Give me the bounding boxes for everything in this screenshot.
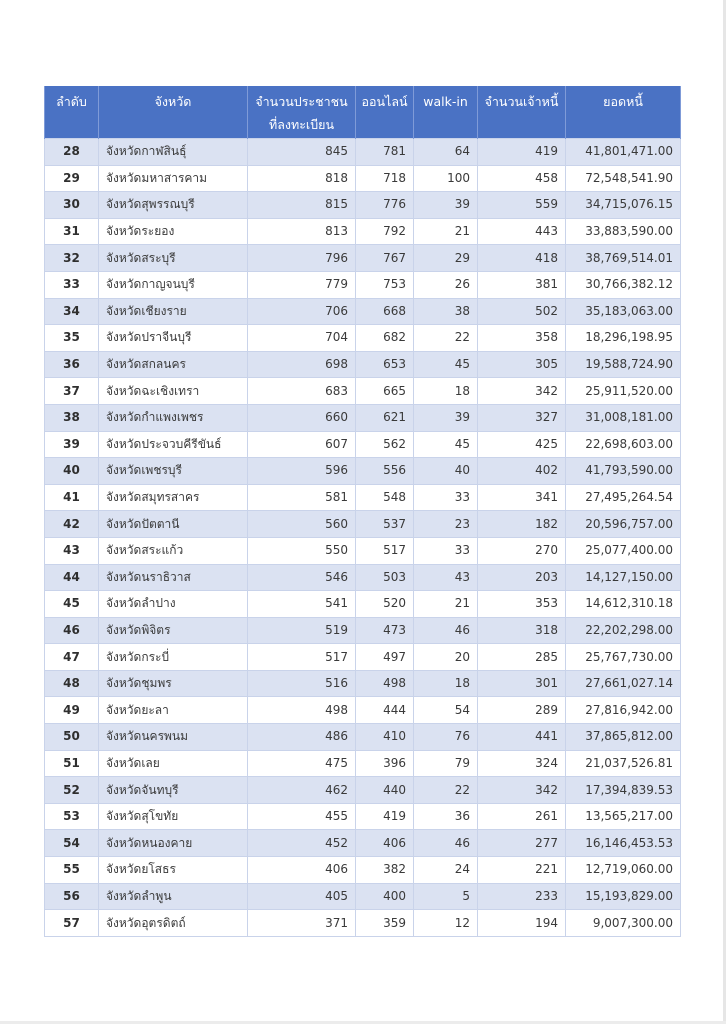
province-cell: จังหวัดอุตรดิตถ์	[99, 910, 248, 937]
debt-cell: 9,007,300.00	[566, 910, 681, 937]
registered-cell: 455	[248, 803, 356, 830]
registered-cell: 813	[248, 218, 356, 245]
table-row	[45, 617, 681, 644]
registered-cell: 475	[248, 750, 356, 777]
creditors-cell: 221	[478, 857, 566, 884]
creditors-cell: 285	[478, 644, 566, 671]
creditors-cell: 203	[478, 564, 566, 591]
rank-cell: 34	[45, 298, 99, 325]
walkin-cell: 20	[414, 644, 478, 671]
province-cell: จังหวัดลำปาง	[99, 591, 248, 618]
table-row	[45, 803, 681, 830]
registered-cell: 796	[248, 245, 356, 272]
online-cell: 556	[356, 458, 414, 485]
creditors-cell: 419	[478, 139, 566, 166]
creditors-cell: 270	[478, 537, 566, 564]
header-rank: ลำดับ	[45, 86, 99, 139]
province-cell: จังหวัดสระแก้ว	[99, 537, 248, 564]
creditors-cell: 342	[478, 378, 566, 405]
province-cell: จังหวัดชุมพร	[99, 670, 248, 697]
online-cell: 410	[356, 724, 414, 751]
table-row	[45, 378, 681, 405]
creditors-cell: 443	[478, 218, 566, 245]
online-cell: 562	[356, 431, 414, 458]
province-cell: จังหวัดยะลา	[99, 697, 248, 724]
rank-cell: 38	[45, 404, 99, 431]
rank-cell: 31	[45, 218, 99, 245]
walkin-cell: 46	[414, 830, 478, 857]
debt-cell: 14,127,150.00	[566, 564, 681, 591]
creditors-cell: 502	[478, 298, 566, 325]
registered-cell: 519	[248, 617, 356, 644]
table-row	[45, 883, 681, 910]
registered-cell: 546	[248, 564, 356, 591]
rank-cell: 52	[45, 777, 99, 804]
debt-cell: 27,661,027.14	[566, 670, 681, 697]
table-row	[45, 511, 681, 538]
registered-cell: 550	[248, 537, 356, 564]
debt-cell: 15,193,829.00	[566, 883, 681, 910]
walkin-cell: 39	[414, 404, 478, 431]
debt-cell: 27,495,264.54	[566, 484, 681, 511]
creditors-cell: 358	[478, 325, 566, 352]
rank-cell: 28	[45, 139, 99, 166]
header-creditors: จำนวนเจ้าหนี้	[478, 86, 566, 139]
creditors-cell: 381	[478, 271, 566, 298]
walkin-cell: 64	[414, 139, 478, 166]
rank-cell: 50	[45, 724, 99, 751]
rank-cell: 42	[45, 511, 99, 538]
online-cell: 396	[356, 750, 414, 777]
rank-cell: 36	[45, 351, 99, 378]
table-row	[45, 670, 681, 697]
province-cell: จังหวัดกระบี่	[99, 644, 248, 671]
debt-cell: 20,596,757.00	[566, 511, 681, 538]
registered-cell: 371	[248, 910, 356, 937]
rank-cell: 53	[45, 803, 99, 830]
province-cell: จังหวัดหนองคาย	[99, 830, 248, 857]
table-row	[45, 271, 681, 298]
table-row	[45, 139, 681, 166]
walkin-cell: 100	[414, 165, 478, 192]
registered-cell: 406	[248, 857, 356, 884]
walkin-cell: 24	[414, 857, 478, 884]
registered-cell: 779	[248, 271, 356, 298]
registered-cell: 698	[248, 351, 356, 378]
walkin-cell: 45	[414, 351, 478, 378]
registered-cell: 845	[248, 139, 356, 166]
province-cell: จังหวัดสมุทรสาคร	[99, 484, 248, 511]
online-cell: 665	[356, 378, 414, 405]
creditors-cell: 305	[478, 351, 566, 378]
rank-cell: 35	[45, 325, 99, 352]
table-row	[45, 910, 681, 937]
debt-cell: 25,077,400.00	[566, 537, 681, 564]
walkin-cell: 18	[414, 378, 478, 405]
table-row	[45, 458, 681, 485]
creditors-cell: 418	[478, 245, 566, 272]
online-cell: 419	[356, 803, 414, 830]
province-cell: จังหวัดฉะเชิงเทรา	[99, 378, 248, 405]
table-row	[45, 537, 681, 564]
debt-cell: 27,816,942.00	[566, 697, 681, 724]
walkin-cell: 76	[414, 724, 478, 751]
online-cell: 776	[356, 192, 414, 219]
header-online: ออนไลน์	[356, 86, 414, 139]
debt-cell: 41,793,590.00	[566, 458, 681, 485]
creditors-cell: 194	[478, 910, 566, 937]
table-row	[45, 404, 681, 431]
registered-cell: 452	[248, 830, 356, 857]
province-cell: จังหวัดสกลนคร	[99, 351, 248, 378]
walkin-cell: 39	[414, 192, 478, 219]
province-cell: จังหวัดเชียงราย	[99, 298, 248, 325]
province-cell: จังหวัดเลย	[99, 750, 248, 777]
creditors-cell: 441	[478, 724, 566, 751]
registered-cell: 581	[248, 484, 356, 511]
creditors-cell: 261	[478, 803, 566, 830]
walkin-cell: 38	[414, 298, 478, 325]
online-cell: 792	[356, 218, 414, 245]
registered-cell: 462	[248, 777, 356, 804]
rank-cell: 32	[45, 245, 99, 272]
rank-cell: 29	[45, 165, 99, 192]
walkin-cell: 79	[414, 750, 478, 777]
debt-cell: 21,037,526.81	[566, 750, 681, 777]
rank-cell: 43	[45, 537, 99, 564]
rank-cell: 49	[45, 697, 99, 724]
header-debt: ยอดหนี้	[566, 86, 681, 139]
online-cell: 653	[356, 351, 414, 378]
walkin-cell: 12	[414, 910, 478, 937]
walkin-cell: 22	[414, 777, 478, 804]
registered-cell: 560	[248, 511, 356, 538]
creditors-cell: 318	[478, 617, 566, 644]
rank-cell: 55	[45, 857, 99, 884]
creditors-cell: 458	[478, 165, 566, 192]
header-registered	[248, 86, 356, 139]
debt-cell: 25,911,520.00	[566, 378, 681, 405]
creditors-cell: 353	[478, 591, 566, 618]
debt-cell: 22,698,603.00	[566, 431, 681, 458]
online-cell: 753	[356, 271, 414, 298]
registered-cell: 815	[248, 192, 356, 219]
debt-cell: 25,767,730.00	[566, 644, 681, 671]
header-province: จังหวัด	[99, 86, 248, 139]
table-row	[45, 857, 681, 884]
rank-cell: 33	[45, 271, 99, 298]
online-cell: 444	[356, 697, 414, 724]
online-cell: 767	[356, 245, 414, 272]
rank-cell: 48	[45, 670, 99, 697]
province-cell: จังหวัดยโสธร	[99, 857, 248, 884]
rank-cell: 40	[45, 458, 99, 485]
table-row	[45, 591, 681, 618]
debt-cell: 38,769,514.01	[566, 245, 681, 272]
table-row	[45, 777, 681, 804]
province-cell: จังหวัดประจวบคีรีขันธ์	[99, 431, 248, 458]
walkin-cell: 36	[414, 803, 478, 830]
walkin-cell: 5	[414, 883, 478, 910]
registered-cell: 607	[248, 431, 356, 458]
online-cell: 359	[356, 910, 414, 937]
header-walkin: walk-in	[414, 86, 478, 139]
rank-cell: 30	[45, 192, 99, 219]
creditors-cell: 182	[478, 511, 566, 538]
province-cell: จังหวัดระยอง	[99, 218, 248, 245]
walkin-cell: 33	[414, 537, 478, 564]
creditors-cell: 425	[478, 431, 566, 458]
table-row	[45, 724, 681, 751]
province-cell: จังหวัดลำพูน	[99, 883, 248, 910]
table-row	[45, 351, 681, 378]
province-cell: จังหวัดจันทบุรี	[99, 777, 248, 804]
table-row	[45, 298, 681, 325]
debt-cell: 30,766,382.12	[566, 271, 681, 298]
registered-cell: 683	[248, 378, 356, 405]
table-row	[45, 697, 681, 724]
province-cell: จังหวัดนราธิวาส	[99, 564, 248, 591]
table-row	[45, 165, 681, 192]
registered-cell: 706	[248, 298, 356, 325]
online-cell: 718	[356, 165, 414, 192]
rank-cell: 44	[45, 564, 99, 591]
online-cell: 537	[356, 511, 414, 538]
province-cell: จังหวัดมหาสารคาม	[99, 165, 248, 192]
registered-cell: 704	[248, 325, 356, 352]
walkin-cell: 43	[414, 564, 478, 591]
rank-cell: 37	[45, 378, 99, 405]
table-row	[45, 750, 681, 777]
rank-cell: 39	[45, 431, 99, 458]
debt-cell: 14,612,310.18	[566, 591, 681, 618]
online-cell: 517	[356, 537, 414, 564]
walkin-cell: 18	[414, 670, 478, 697]
debt-cell: 72,548,541.90	[566, 165, 681, 192]
debt-cell: 33,883,590.00	[566, 218, 681, 245]
registered-cell: 517	[248, 644, 356, 671]
debt-cell: 31,008,181.00	[566, 404, 681, 431]
online-cell: 548	[356, 484, 414, 511]
walkin-cell: 29	[414, 245, 478, 272]
table-row	[45, 218, 681, 245]
online-cell: 520	[356, 591, 414, 618]
province-cell: จังหวัดสุโขทัย	[99, 803, 248, 830]
province-cell: จังหวัดพิจิตร	[99, 617, 248, 644]
walkin-cell: 22	[414, 325, 478, 352]
creditors-cell: 559	[478, 192, 566, 219]
table-header	[45, 86, 681, 139]
table-row	[45, 192, 681, 219]
creditors-cell: 289	[478, 697, 566, 724]
walkin-cell: 45	[414, 431, 478, 458]
creditors-cell: 327	[478, 404, 566, 431]
walkin-cell: 46	[414, 617, 478, 644]
province-cell: จังหวัดสุพรรณบุรี	[99, 192, 248, 219]
walkin-cell: 33	[414, 484, 478, 511]
creditors-cell: 342	[478, 777, 566, 804]
province-cell: จังหวัดปัตตานี	[99, 511, 248, 538]
walkin-cell: 40	[414, 458, 478, 485]
rank-cell: 41	[45, 484, 99, 511]
online-cell: 668	[356, 298, 414, 325]
rank-cell: 56	[45, 883, 99, 910]
debt-cell: 19,588,724.90	[566, 351, 681, 378]
table-row	[45, 564, 681, 591]
online-cell: 498	[356, 670, 414, 697]
online-cell: 440	[356, 777, 414, 804]
registered-cell: 818	[248, 165, 356, 192]
table-body	[45, 139, 681, 937]
debt-cell: 41,801,471.00	[566, 139, 681, 166]
table-row	[45, 325, 681, 352]
debt-cell: 35,183,063.00	[566, 298, 681, 325]
walkin-cell: 26	[414, 271, 478, 298]
online-cell: 382	[356, 857, 414, 884]
registered-cell: 541	[248, 591, 356, 618]
province-cell: จังหวัดกาญจนบุรี	[99, 271, 248, 298]
rank-cell: 47	[45, 644, 99, 671]
registered-cell: 660	[248, 404, 356, 431]
walkin-cell: 21	[414, 218, 478, 245]
province-cell: จังหวัดนครพนม	[99, 724, 248, 751]
online-cell: 503	[356, 564, 414, 591]
table-row	[45, 830, 681, 857]
header-registered-line1: จำนวนประชาชน	[255, 94, 348, 109]
province-cell: จังหวัดกาฬสินธุ์	[99, 139, 248, 166]
debt-cell: 34,715,076.15	[566, 192, 681, 219]
rank-cell: 45	[45, 591, 99, 618]
creditors-cell: 324	[478, 750, 566, 777]
walkin-cell: 23	[414, 511, 478, 538]
creditors-cell: 233	[478, 883, 566, 910]
online-cell: 781	[356, 139, 414, 166]
online-cell: 621	[356, 404, 414, 431]
table-row	[45, 245, 681, 272]
creditors-cell: 277	[478, 830, 566, 857]
rank-cell: 54	[45, 830, 99, 857]
rank-cell: 46	[45, 617, 99, 644]
debt-cell: 37,865,812.00	[566, 724, 681, 751]
creditors-cell: 341	[478, 484, 566, 511]
table-row	[45, 644, 681, 671]
online-cell: 400	[356, 883, 414, 910]
online-cell: 682	[356, 325, 414, 352]
creditors-cell: 402	[478, 458, 566, 485]
debt-cell: 16,146,453.53	[566, 830, 681, 857]
creditors-cell: 301	[478, 670, 566, 697]
province-cell: จังหวัดสระบุรี	[99, 245, 248, 272]
province-cell: จังหวัดปราจีนบุรี	[99, 325, 248, 352]
online-cell: 406	[356, 830, 414, 857]
debt-cell: 17,394,839.53	[566, 777, 681, 804]
debt-cell: 13,565,217.00	[566, 803, 681, 830]
header-registered-line2: ที่ลงทะเบียน	[268, 117, 335, 132]
debt-cell: 12,719,060.00	[566, 857, 681, 884]
walkin-cell: 21	[414, 591, 478, 618]
registered-cell: 498	[248, 697, 356, 724]
table-row	[45, 431, 681, 458]
rank-cell: 57	[45, 910, 99, 937]
online-cell: 473	[356, 617, 414, 644]
walkin-cell: 54	[414, 697, 478, 724]
debt-cell: 18,296,198.95	[566, 325, 681, 352]
registered-cell: 596	[248, 458, 356, 485]
online-cell: 497	[356, 644, 414, 671]
header-row	[45, 86, 681, 139]
province-cell: จังหวัดเพชรบุรี	[99, 458, 248, 485]
province-cell: จังหวัดกำแพงเพชร	[99, 404, 248, 431]
rank-cell: 51	[45, 750, 99, 777]
registered-cell: 516	[248, 670, 356, 697]
registered-cell: 405	[248, 883, 356, 910]
province-registration-table	[44, 86, 681, 937]
registered-cell: 486	[248, 724, 356, 751]
table-row	[45, 484, 681, 511]
debt-cell: 22,202,298.00	[566, 617, 681, 644]
